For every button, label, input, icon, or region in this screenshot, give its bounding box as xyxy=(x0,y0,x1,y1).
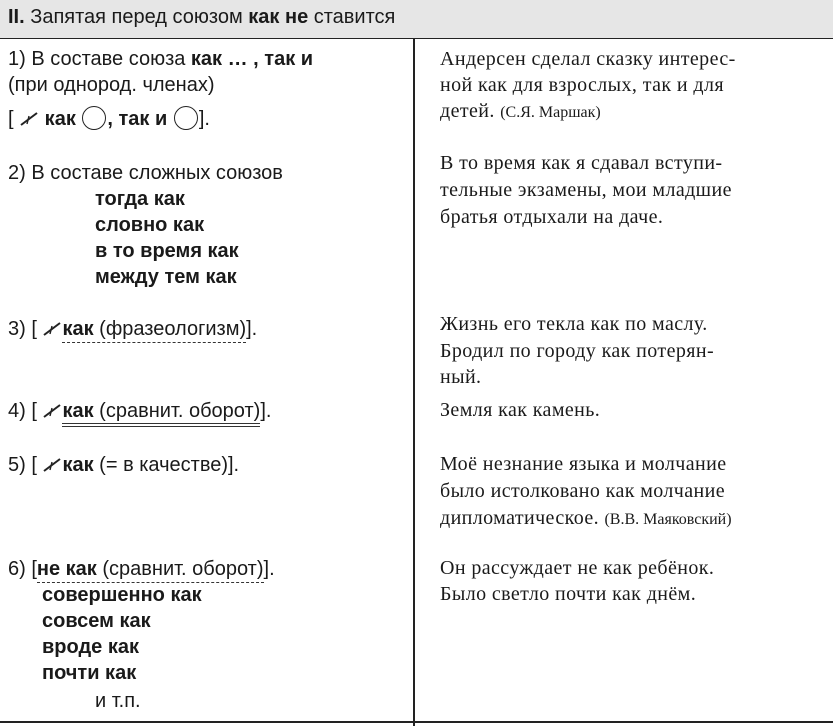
example-1-line-3: детей. (С.Я. Маршак) xyxy=(440,100,601,122)
etc-text: и т.п. xyxy=(95,690,141,712)
title-prefix: II. xyxy=(8,6,31,28)
conj-item: почти как xyxy=(42,662,137,684)
title-text: Запятая перед союзом xyxy=(30,6,243,28)
conj-item: между тем как xyxy=(95,266,237,288)
example-3-line-1: Жизнь его текла как по маслу. xyxy=(440,313,708,335)
comma-crossed-icon xyxy=(42,317,62,337)
conj-item: совсем как xyxy=(42,610,151,632)
example-5-line-2: было истолковано как молчание xyxy=(440,480,726,502)
example-2-line-2: тельные экзамены, мои младшие xyxy=(440,179,732,201)
example-5-line-1: Моё незнание языка и молчание xyxy=(440,453,727,475)
conj-item: в то время как xyxy=(95,240,239,262)
rule-1-line-2: (при однород. членах) xyxy=(8,74,215,96)
rule-5-scheme: 5) [ как (= в качестве)]. xyxy=(8,454,240,476)
rule-1-scheme: [ как , так и ]. xyxy=(8,108,210,130)
title-rest: ставится xyxy=(313,6,396,28)
rule-3-scheme: 3) [ как (фразеологизм)]. xyxy=(8,316,257,342)
example-3-line-2: Бродил по городу как потерян- xyxy=(440,340,715,362)
comma-crossed-icon xyxy=(42,399,62,419)
table-header xyxy=(0,0,833,39)
rule-6-scheme: 6) [не как (сравнит. оборот)]. xyxy=(8,556,275,582)
conj-item: совершенно как xyxy=(42,584,202,606)
title-ne: не xyxy=(284,6,309,28)
comma-crossed-icon xyxy=(19,107,39,127)
rule-1-line-1: 1) В составе союза как … , так и xyxy=(8,48,314,70)
table-title xyxy=(8,6,395,29)
example-2-line-1: В то время как я сдавал вступи- xyxy=(440,152,723,174)
table-bottom-border xyxy=(0,721,833,723)
title-kak: как xyxy=(248,6,280,28)
example-3-line-3: ный. xyxy=(440,366,482,388)
column-divider xyxy=(413,38,415,726)
example-5-line-3: дипломатическое. (В.В. Маяковский) xyxy=(440,507,732,529)
example-6-line-2: Было светло почти как днём. xyxy=(440,583,697,605)
example-1-line-1: Андерсен сделал сказку интерес- xyxy=(440,48,736,70)
comma-crossed-icon xyxy=(42,453,62,473)
circle-icon xyxy=(174,106,198,130)
example-2-line-3: братья отдыхали на даче. xyxy=(440,206,664,228)
example-4-line-1: Земля как камень. xyxy=(440,399,601,421)
conj-item: словно как xyxy=(95,214,205,236)
rule-2-line-1: 2) В составе сложных союзов xyxy=(8,162,283,184)
example-1-line-2: ной как для взрослых, так и для xyxy=(440,74,724,96)
conj-item: вроде как xyxy=(42,636,139,658)
example-6-line-1: Он рассуждает не как ребёнок. xyxy=(440,557,715,579)
conj-item: тогда как xyxy=(95,188,185,210)
circle-icon xyxy=(82,106,106,130)
rule-4-scheme: 4) [ как (сравнит. оборот)]. xyxy=(8,398,271,424)
